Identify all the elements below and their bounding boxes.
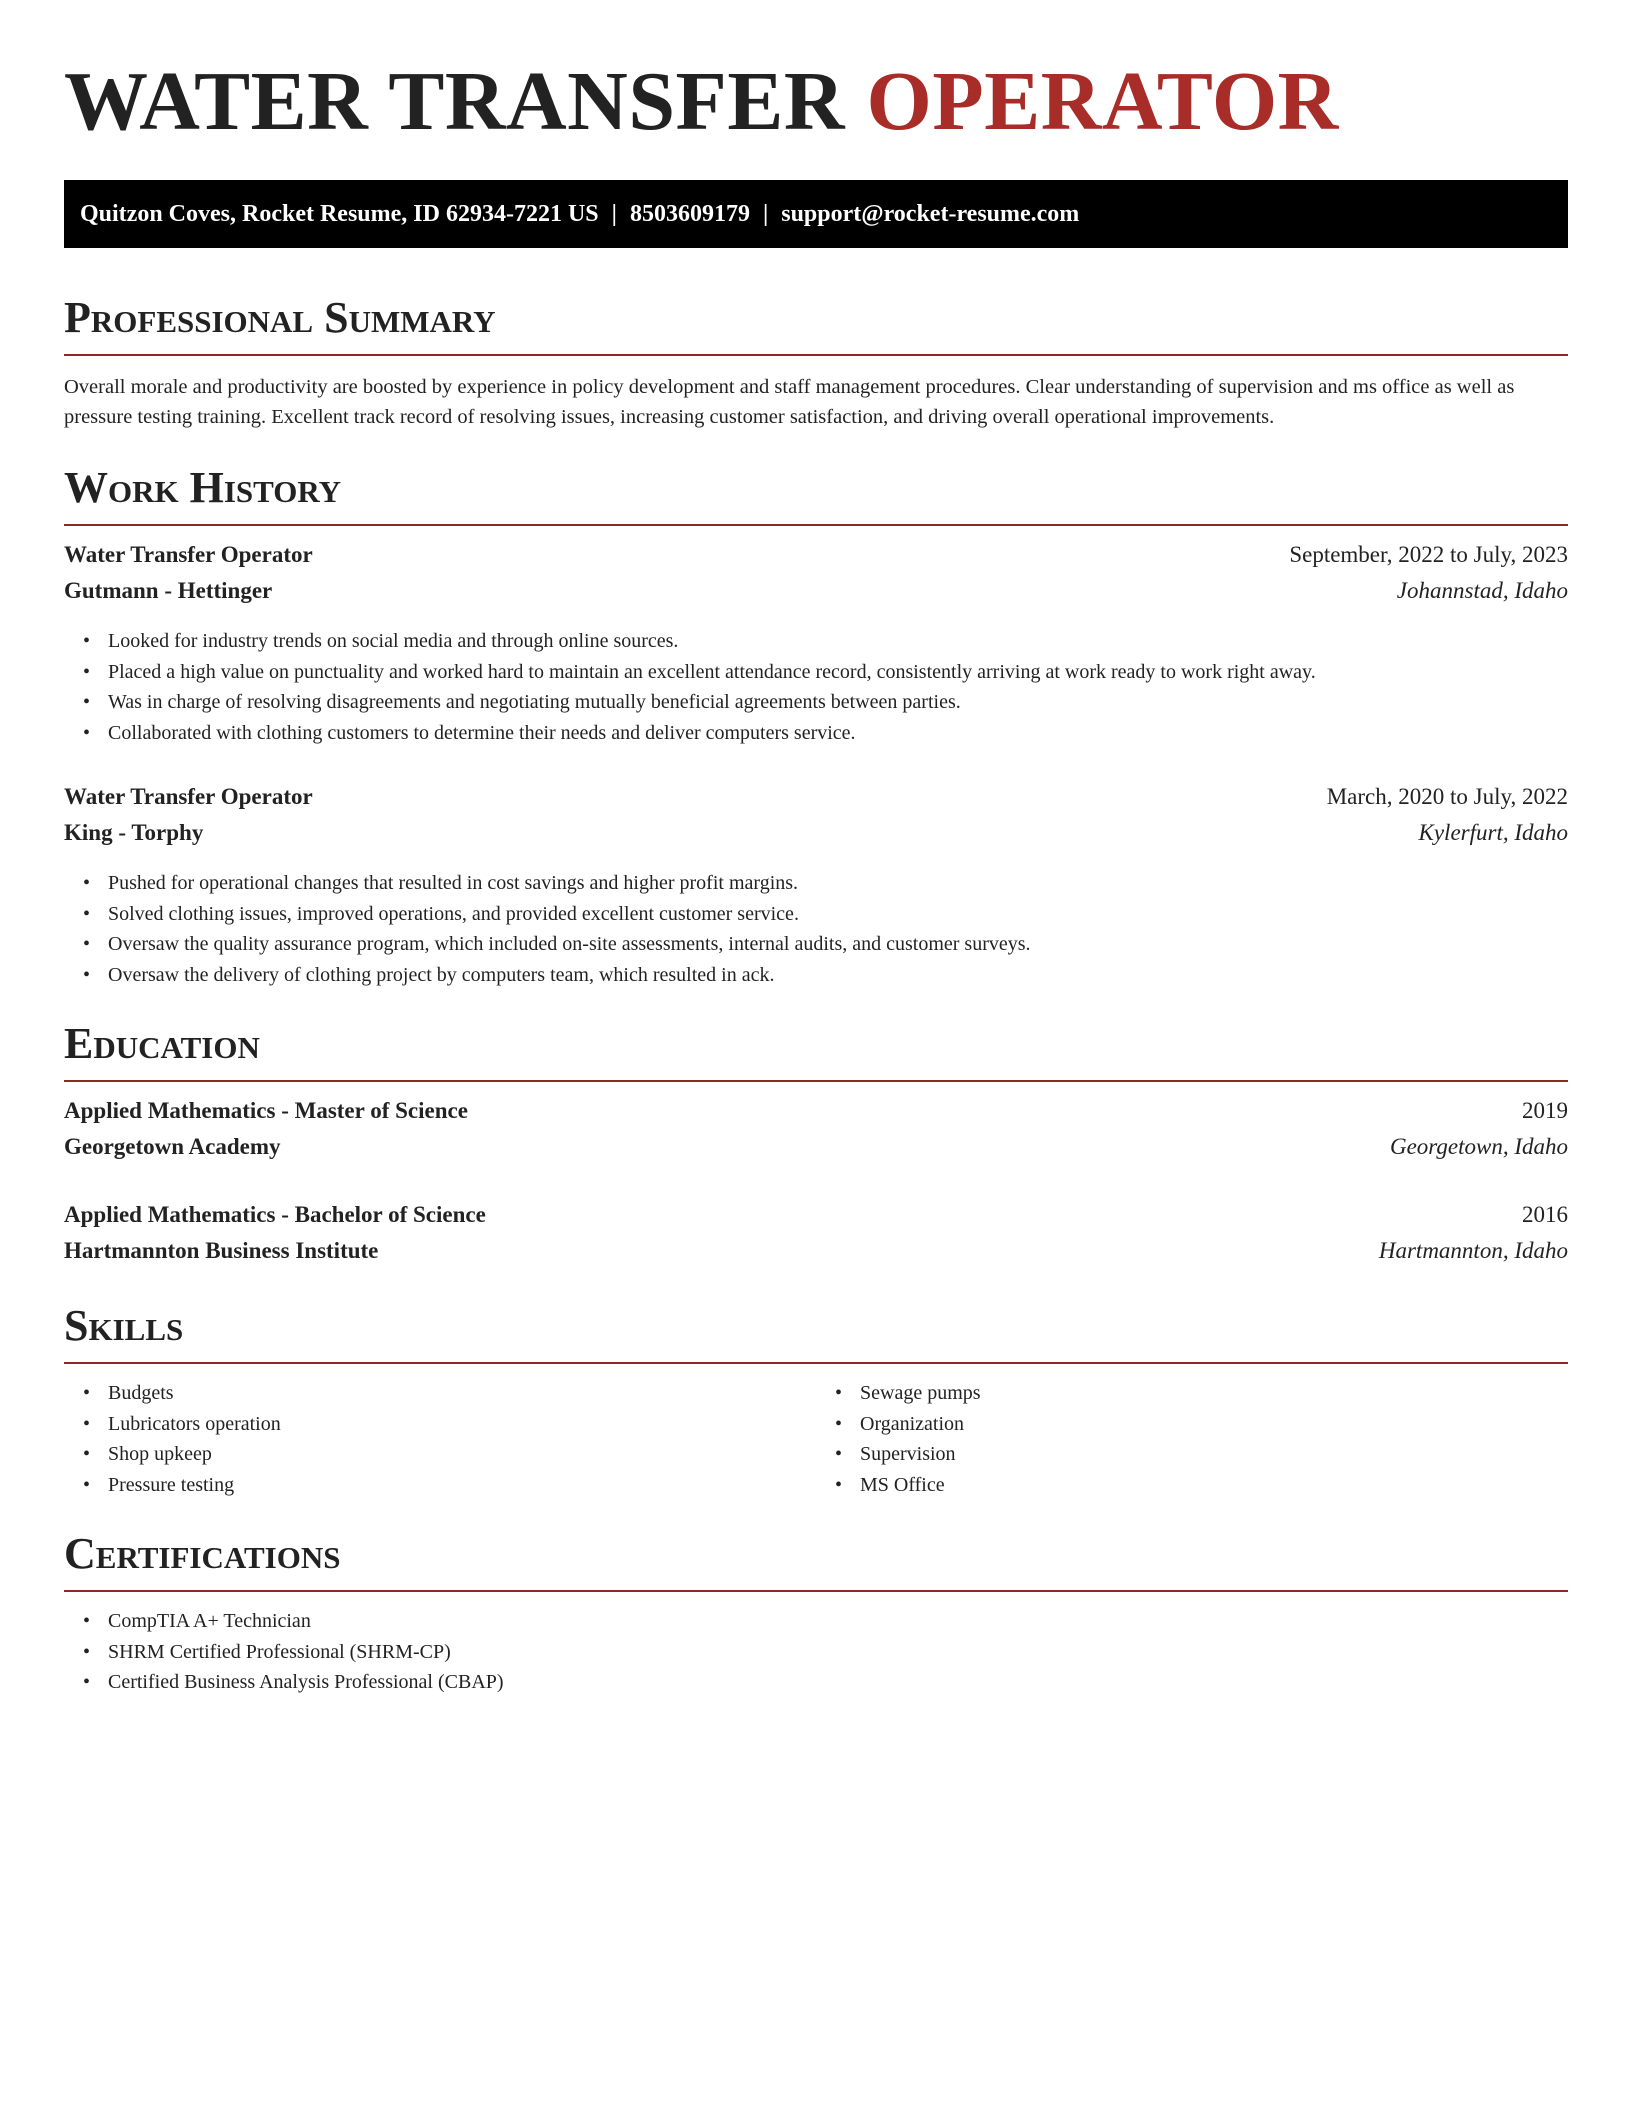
education-section: [64, 1018, 1568, 1274]
contact-email: support@rocket-resume.com: [781, 201, 1080, 227]
list-item: • Certified Business Analysis Professional (CBAP): [108, 1667, 1568, 1698]
education-degree: Applied Mathematics - Master of Science: [64, 1098, 468, 1123]
education-entry: [64, 1202, 1568, 1274]
certifications-section: [64, 1528, 1568, 1698]
list-item: • Supervision: [860, 1439, 1568, 1470]
job-header-row: [64, 542, 1568, 578]
education-school: Hartmannton Business Institute: [64, 1238, 379, 1263]
list-item: • Looked for industry trends on social media and through online sources.: [108, 626, 1568, 657]
summary-section: [64, 292, 1568, 432]
education-degree-row: [64, 1098, 1568, 1134]
list-item: • Budgets: [108, 1378, 816, 1409]
contact-address: Quitzon Coves, Rocket Resume, ID 62934-7221 US: [80, 201, 599, 227]
job-location: Johannstad, Idaho: [1396, 578, 1568, 603]
skills-section: [64, 1300, 1568, 1500]
education-school-row: [64, 1238, 1568, 1274]
contact-phone: 8503609179: [629, 201, 750, 227]
section-divider: [64, 354, 1568, 356]
education-degree-row: [64, 1202, 1568, 1238]
section-heading-certifications: Certifications: [64, 1529, 341, 1578]
contact-separator: |: [762, 201, 769, 227]
education-school-row: [64, 1134, 1568, 1170]
list-item: • Organization: [860, 1409, 1568, 1440]
section-divider: [64, 1080, 1568, 1082]
job-company: King - Torphy: [64, 820, 204, 845]
job-bullets: [64, 868, 1568, 990]
list-item: • Pushed for operational changes that resulted in cost savings and higher profit margins.: [108, 868, 1568, 899]
summary-text: Overall morale and productivity are boosted by experience in policy development and staff management procedures. Clear understanding of supervision and ms office as well as pressure testing training. Excellent track record of resolving issues, increasing customer satisfaction, and driving overall operational improvements.: [64, 376, 1515, 428]
job-entry: [64, 784, 1568, 990]
job-location: Kylerfurt, Idaho: [1418, 820, 1568, 845]
list-item: • Pressure testing: [108, 1470, 816, 1501]
list-item: • Was in charge of resolving disagreements and negotiating mutually beneficial agreements between parties.: [108, 687, 1568, 718]
list-item: • Solved clothing issues, improved operations, and provided excellent customer service.: [108, 899, 1568, 930]
job-dates: September, 2022 to July, 2023: [1289, 542, 1568, 567]
job-company-row: [64, 820, 1568, 856]
list-item: • Collaborated with clothing customers to determine their needs and deliver computers service.: [108, 718, 1568, 749]
job-dates: March, 2020 to July, 2022: [1326, 784, 1568, 809]
list-item: • Sewage pumps: [860, 1378, 1568, 1409]
job-company-row: [64, 578, 1568, 614]
list-item: • Shop upkeep: [108, 1439, 816, 1470]
list-item: • SHRM Certified Professional (SHRM-CP): [108, 1637, 1568, 1668]
job-company: Gutmann - Hettinger: [64, 578, 273, 603]
section-heading-work: Work History: [64, 463, 342, 512]
education-location: Hartmannton, Idaho: [1378, 1238, 1568, 1263]
list-item: • Oversaw the quality assurance program, which included on-site assessments, internal audits, and customer surveys.: [108, 929, 1568, 960]
section-divider: [64, 1362, 1568, 1364]
resume-title: [64, 0, 1568, 152]
skills-grid: [64, 1378, 1568, 1500]
list-item: • Oversaw the delivery of clothing project by computers team, which resulted in ack.: [108, 960, 1568, 991]
list-item: • Placed a high value on punctuality and worked hard to maintain an excellent attendance record, consistently arriving at work ready to work right away.: [108, 657, 1568, 688]
education-year: 2019: [1522, 1098, 1568, 1123]
list-item: • CompTIA A+ Technician: [108, 1606, 1568, 1637]
list-item: • Lubricators operation: [108, 1409, 816, 1440]
work-history-section: [64, 462, 1568, 990]
list-item: • MS Office: [860, 1470, 1568, 1501]
section-heading-summary: Professional Summary: [64, 293, 496, 342]
education-location: Georgetown, Idaho: [1389, 1134, 1568, 1159]
section-heading-skills: Skills: [64, 1301, 184, 1350]
title-accent: OPERATOR: [866, 55, 1339, 148]
section-divider: [64, 524, 1568, 526]
title-main: WATER TRANSFER: [64, 55, 846, 148]
education-entry: [64, 1098, 1568, 1170]
education-school: Georgetown Academy: [64, 1134, 281, 1159]
certifications-list: [64, 1606, 1568, 1698]
job-title: Water Transfer Operator: [64, 784, 313, 809]
contact-separator: |: [611, 201, 617, 227]
job-header-row: [64, 784, 1568, 820]
education-degree: Applied Mathematics - Bachelor of Science: [64, 1202, 486, 1227]
job-entry: [64, 542, 1568, 748]
skills-list-left: [64, 1378, 816, 1500]
section-divider: [64, 1590, 1568, 1592]
section-heading-education: Education: [64, 1019, 260, 1068]
job-title: Water Transfer Operator: [64, 542, 313, 567]
skills-list-right: [816, 1378, 1568, 1500]
education-year: 2016: [1522, 1202, 1568, 1227]
job-bullets: [64, 626, 1568, 748]
contact-bar: [64, 180, 1568, 248]
